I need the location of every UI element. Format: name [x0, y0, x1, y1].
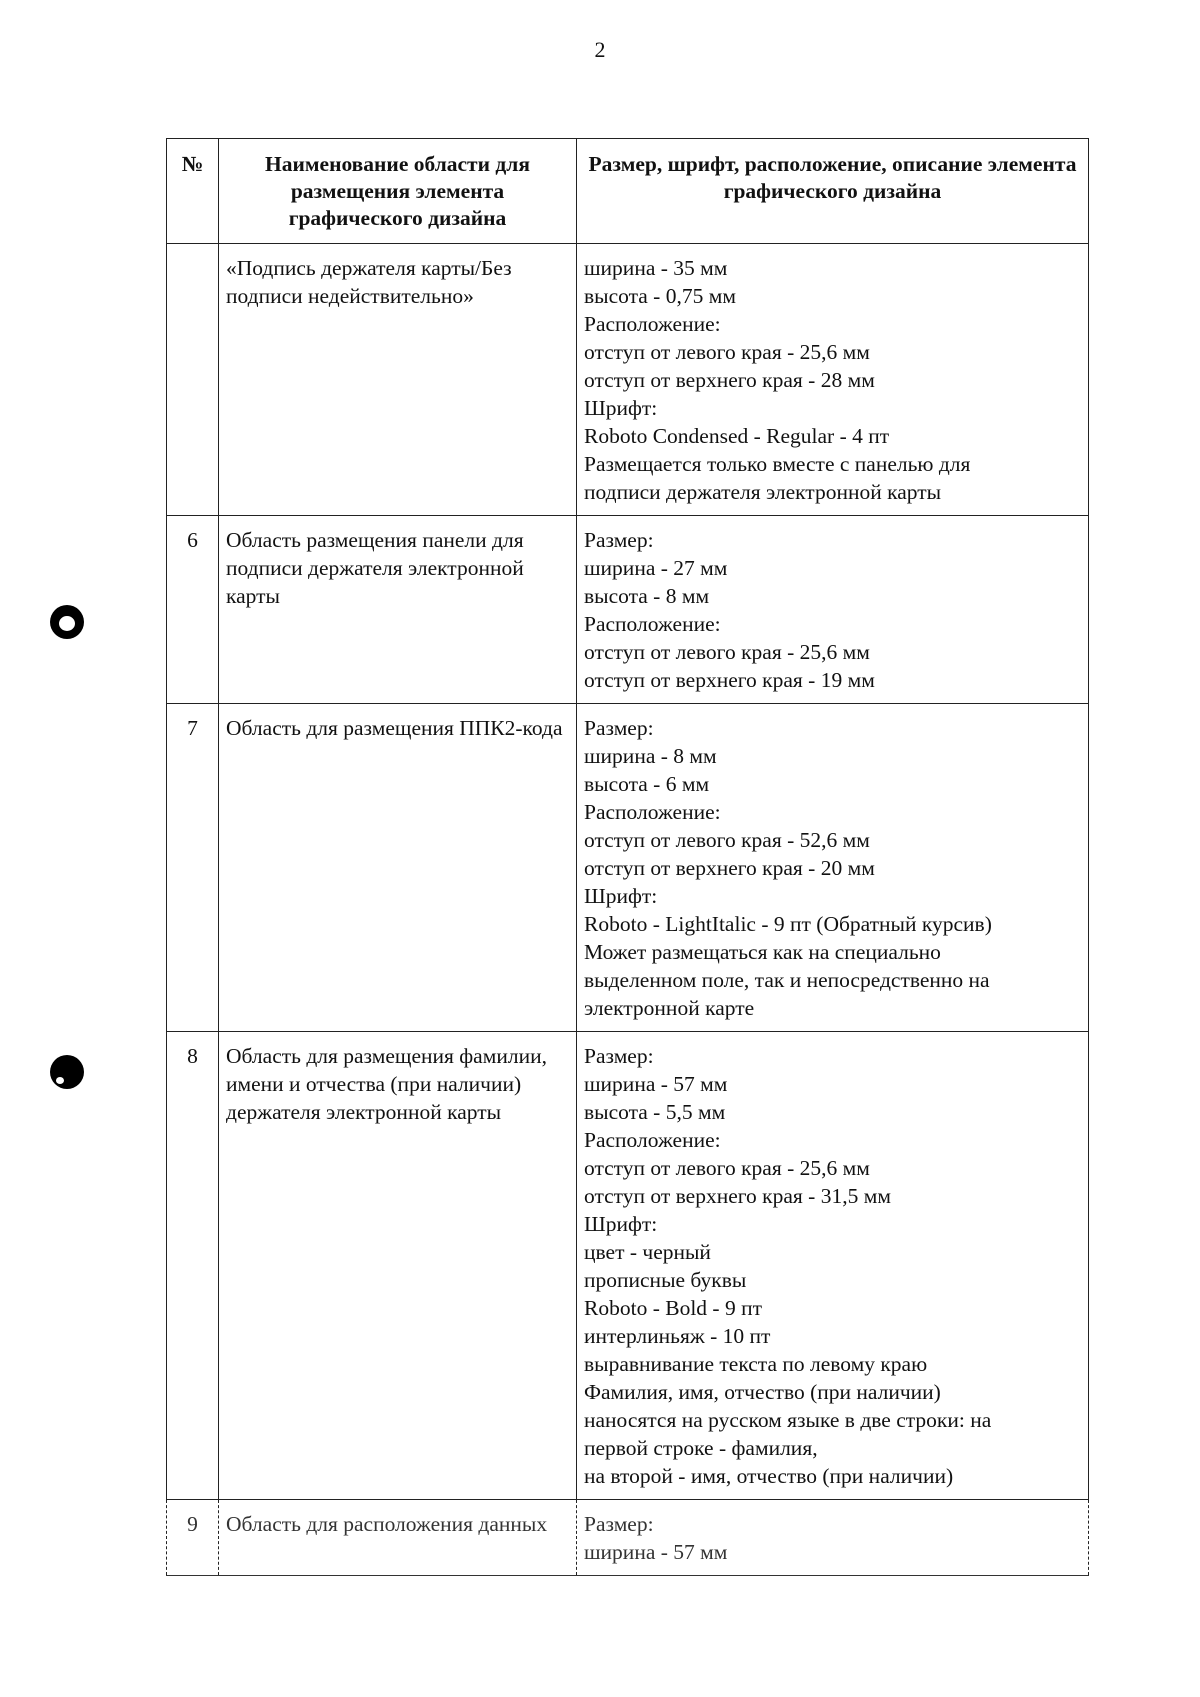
table-body: [167, 244, 1089, 1576]
description-line: подписи держателя электронной карты: [584, 480, 942, 504]
description-line: интерлиньяж - 10 пт: [584, 1324, 771, 1348]
specification-table: [166, 138, 1089, 1576]
description-line: отступ от верхнего края - 31,5 мм: [584, 1184, 891, 1208]
area-name-text: Область для размещения ППК2-кода: [226, 716, 563, 740]
row-number-cell: 7: [167, 704, 219, 1032]
area-name-text: «Подпись держателя карты/Без подписи недействительно»: [226, 256, 512, 308]
table-row: [167, 516, 1089, 704]
area-name-cell: [219, 516, 577, 704]
description-line: прописные буквы: [584, 1268, 747, 1292]
description-line: выравнивание текста по левому краю: [584, 1352, 928, 1376]
description-cell: [577, 1500, 1089, 1576]
description-line: высота - 5,5 мм: [584, 1100, 726, 1124]
area-name-text: Область размещения панели для подписи держателя электронной карты: [226, 528, 524, 608]
description-line: Шрифт:: [584, 1212, 658, 1236]
description-line: Размер:: [584, 1044, 654, 1068]
table-row: [167, 1032, 1089, 1500]
description-line: наносятся на русском языке в две строки: на: [584, 1408, 992, 1432]
description-line: Roboto Condensed - Regular - 4 пт: [584, 424, 890, 448]
description-line: отступ от левого края - 25,6 мм: [584, 1156, 870, 1180]
description-line: ширина - 57 мм: [584, 1540, 728, 1564]
description-line: ширина - 27 мм: [584, 556, 728, 580]
punch-hole-mark: [50, 1055, 84, 1089]
description-line: отступ от левого края - 25,6 мм: [584, 340, 870, 364]
row-number-cell: 6: [167, 516, 219, 704]
description-line: Размер:: [584, 528, 654, 552]
description-line: ширина - 57 мм: [584, 1072, 728, 1096]
description-line: отступ от верхнего края - 20 мм: [584, 856, 875, 880]
description-cell: [577, 516, 1089, 704]
row-number-cell: [167, 244, 219, 516]
row-number-cell: 9: [167, 1500, 219, 1576]
description-line: отступ от левого края - 52,6 мм: [584, 828, 870, 852]
description-line: Расположение:: [584, 800, 721, 824]
description-line: Расположение:: [584, 612, 721, 636]
description-line: Расположение:: [584, 312, 721, 336]
area-name-cell: [219, 1500, 577, 1576]
description-cell: [577, 244, 1089, 516]
description-cell: [577, 704, 1089, 1032]
table-header-row: [167, 139, 1089, 244]
area-name-cell: [219, 244, 577, 516]
column-header-number: №: [167, 139, 219, 244]
description-line: Размер:: [584, 1512, 654, 1536]
column-header-description: Размер, шрифт, расположение, описание элемента графического дизайна: [577, 139, 1089, 244]
description-line: Roboto - LightItalic - 9 пт (Обратный курсив): [584, 912, 992, 936]
description-line: выделенном поле, так и непосредственно на: [584, 968, 990, 992]
area-name-cell: [219, 1032, 577, 1500]
row-number-cell: 8: [167, 1032, 219, 1500]
description-line: Может размещаться как на специально: [584, 940, 941, 964]
description-line: Шрифт:: [584, 884, 658, 908]
area-name-cell: [219, 704, 577, 1032]
punch-hole-mark: [50, 605, 84, 639]
description-line: Размер:: [584, 716, 654, 740]
description-line: высота - 6 мм: [584, 772, 710, 796]
description-line: отступ от левого края - 25,6 мм: [584, 640, 870, 664]
page-number: 2: [594, 37, 606, 62]
description-line: высота - 8 мм: [584, 584, 710, 608]
description-line: Roboto - Bold - 9 пт: [584, 1296, 762, 1320]
description-cell: [577, 1032, 1089, 1500]
description-line: отступ от верхнего края - 19 мм: [584, 668, 875, 692]
area-name-text: Область для расположения данных: [226, 1512, 548, 1536]
description-line: отступ от верхнего края - 28 мм: [584, 368, 875, 392]
column-header-name: Наименование области для размещения элемента графического дизайна: [219, 139, 577, 244]
table-row: [167, 1500, 1089, 1576]
description-line: высота - 0,75 мм: [584, 284, 736, 308]
description-line: электронной карте: [584, 996, 755, 1020]
description-line: Шрифт:: [584, 396, 658, 420]
description-line: Расположение:: [584, 1128, 721, 1152]
description-line: первой строке - фамилия,: [584, 1436, 818, 1460]
table-row: [167, 704, 1089, 1032]
description-line: Размещается только вместе с панелью для: [584, 452, 971, 476]
description-line: Фамилия, имя, отчество (при наличии): [584, 1380, 941, 1404]
description-line: ширина - 35 мм: [584, 256, 728, 280]
description-line: на второй - имя, отчество (при наличии): [584, 1464, 954, 1488]
description-line: цвет - черный: [584, 1240, 711, 1264]
table-row: [167, 244, 1089, 516]
area-name-text: Область для размещения фамилии, имени и отчества (при наличии) держателя электронной карты: [226, 1044, 547, 1124]
description-line: ширина - 8 мм: [584, 744, 717, 768]
